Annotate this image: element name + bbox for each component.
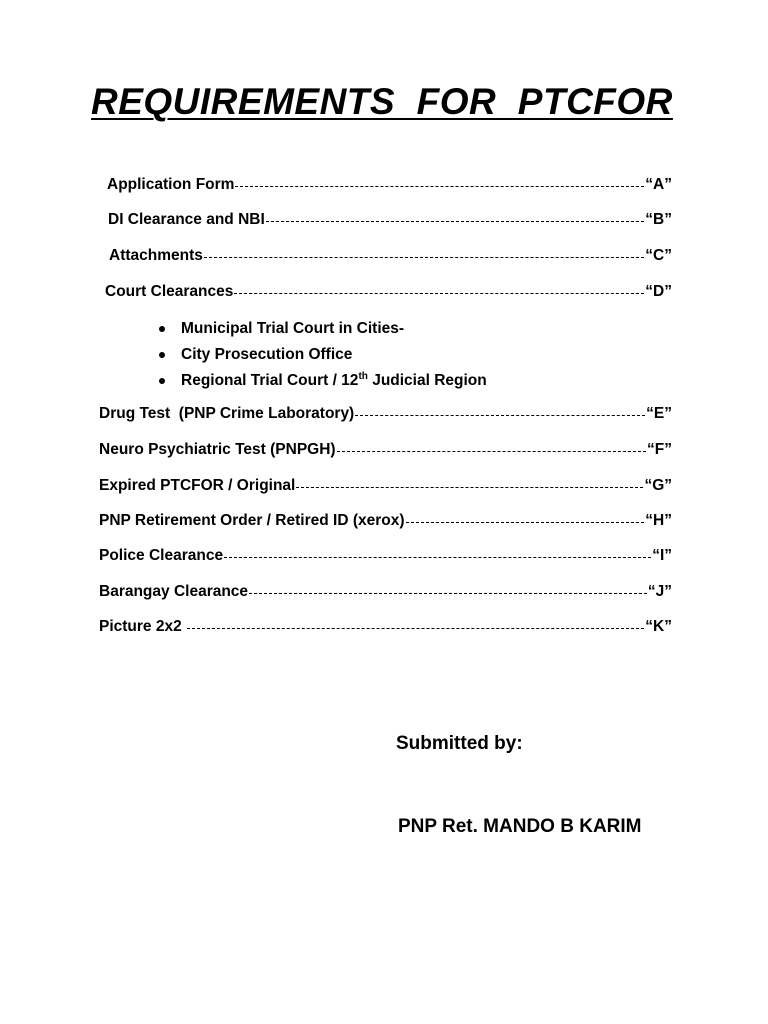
requirement-label: Court Clearances (105, 283, 234, 300)
list-item (157, 318, 487, 344)
requirement-code: “D” (645, 283, 672, 300)
requirement-label: Neuro Psychiatric Test (PNPGH) (99, 441, 336, 458)
leader-dashes (406, 522, 645, 523)
requirement-barangay-clearance (99, 581, 672, 603)
requirement-code: “C” (645, 247, 672, 264)
leader-dashes (337, 451, 646, 452)
requirement-code: “I” (652, 547, 672, 564)
requirement-label: Police Clearance (99, 547, 224, 564)
requirement-code: “F” (647, 441, 672, 458)
leader-dashes (355, 415, 645, 416)
requirement-code: “E” (646, 405, 672, 422)
requirement-pnp-retirement-order (99, 510, 672, 532)
court-item-text: City Prosecution Office (181, 346, 353, 363)
list-item (157, 344, 487, 370)
page-title: REQUIREMENTS FOR PTCFOR (91, 81, 673, 122)
requirement-label: PNP Retirement Order / Retired ID (xerox) (99, 512, 405, 529)
requirement-code: “K” (645, 618, 672, 635)
requirement-court-clearances (105, 281, 672, 303)
requirement-label: Drug Test (PNP Crime Laboratory) (99, 405, 355, 422)
requirement-label: Expired PTCFOR / Original (99, 477, 296, 494)
requirement-expired-ptcfor (99, 475, 672, 497)
requirement-picture-2x2 (99, 616, 672, 638)
leader-dashes (296, 487, 643, 488)
requirement-code: “B” (645, 211, 672, 228)
requirement-label: DI Clearance and NBI (108, 211, 265, 228)
list-item (157, 370, 487, 396)
submitter-name: PNP Ret. MANDO B KARIM (398, 816, 642, 837)
leader-dashes (266, 221, 645, 222)
requirement-code: “J” (647, 583, 672, 600)
requirement-label: Picture 2x2 (99, 618, 187, 635)
bullet-icon (159, 326, 165, 332)
court-item-text-after: Judicial Region (367, 372, 487, 389)
requirement-application-form (107, 174, 672, 196)
leader-dashes (187, 628, 644, 629)
leader-dashes (224, 557, 651, 558)
requirement-attachments (109, 245, 672, 267)
court-clearances-list (157, 318, 487, 396)
requirement-drug-test (99, 403, 672, 425)
requirement-code: “H” (645, 512, 672, 529)
court-item-text-before: Regional Trial Court / 12 (181, 372, 359, 389)
requirement-di-clearance-nbi (108, 209, 672, 231)
requirement-label: Barangay Clearance (99, 583, 249, 600)
leader-dashes (234, 293, 644, 294)
requirement-label: Attachments (109, 247, 203, 264)
leader-dashes (235, 186, 644, 187)
submitted-by-label: Submitted by: (396, 733, 523, 754)
court-item-text: Municipal Trial Court in Cities- (181, 320, 405, 337)
requirement-police-clearance (99, 545, 672, 567)
leader-dashes (249, 593, 647, 594)
requirement-code: “G” (644, 477, 672, 494)
bullet-icon (159, 352, 165, 358)
requirement-neuro-psychiatric-test (99, 439, 672, 461)
court-item-superscript: th (358, 370, 368, 382)
requirement-label: Application Form (107, 176, 235, 193)
leader-dashes (204, 257, 644, 258)
requirement-code: “A” (645, 176, 672, 193)
bullet-icon (159, 378, 165, 384)
